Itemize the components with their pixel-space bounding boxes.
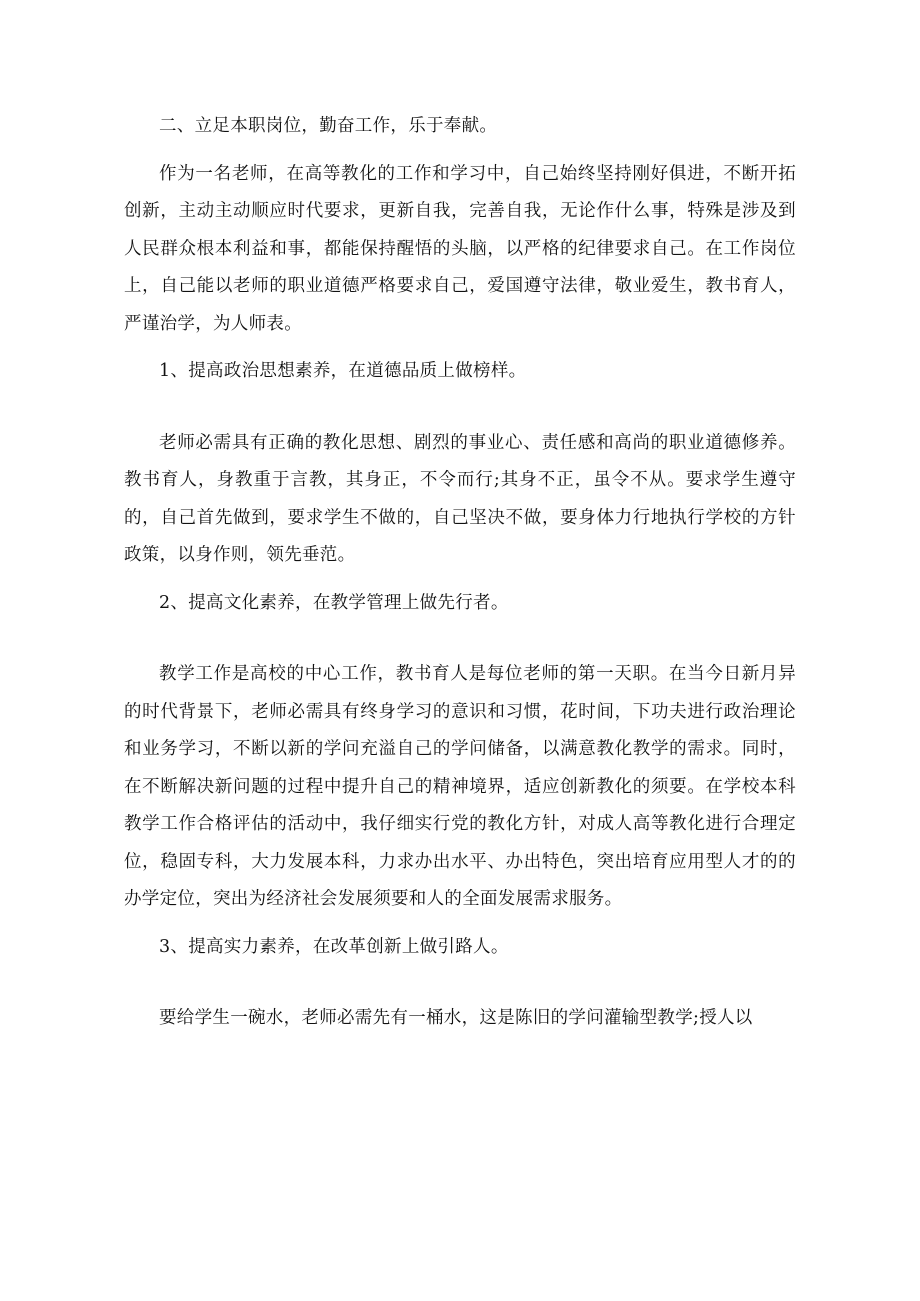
spacer (124, 966, 796, 1000)
item1-heading: 1、提高政治思想素养，在道德品质上做榜样。 (159, 361, 527, 381)
spacer (124, 343, 796, 353)
item3-heading: 3、提高实力素养，在改革创新上做引路人。 (159, 936, 509, 957)
item2-paragraph: 教学工作是高校的中心工作，教书育人是每位老师的第一天职。在当今日新月异的时代背景下，老师必需具有终身学习的意识和习惯，花时间，下功夫进行政治理论和业务学习，不断以新的学问充溢自己的学问储备，以满意教化教学的需求。同时，在不断解决新问题的过程中提升自己的精神境界，适应创新教化的须要。在学校本科教学工作合格评估的活动中，我仔细实行党的教化方针，对成人高等教化进行合理定位，稳固专科，大力发展本科，力求办出水平、办出特色，突出培育应用型人才的的办学定位，突出为经济社会发展须要和人的全面发展需求服务。 (124, 664, 796, 909)
document-body (124, 108, 796, 1038)
spacer (124, 391, 796, 425)
item1-paragraph: 老师必需具有正确的教化思想、剧烈的事业心、责任感和高尚的职业道德修养。教书育人，身教重于言教，其身正，不令而行;其身不正，虽令不从。要求学生遵守的，自己首先做到，要求学生不做的，自己坚决不做，要身体力行地执行学校的方针政策，以身作则，领先垂范。 (124, 432, 796, 565)
item3-paragraph: 要给学生一碗水，老师必需先有一桶水，这是陈旧的学问灌输型教学;授人以 (159, 1008, 753, 1028)
spacer (124, 919, 796, 929)
spacer (124, 575, 796, 585)
section-title: 二、立足本职岗位，勤奋工作，乐于奉献。 (159, 116, 498, 136)
spacer (124, 622, 796, 656)
spacer (124, 146, 796, 156)
intro-paragraph: 作为一名老师，在高等教化的工作和学习中，自己始终坚持刚好俱进，不断开拓创新，主动主动顺应时代要求，更新自我，完善自我，无论作什么事，特殊是涉及到人民群众根本利益和事，都能保持醒悟的头脑，以严格的纪律要求自己。在工作岗位上，自己能以老师的职业道德严格要求自己，爱国遵守法律，敬业爱生，教书育人，严谨治学，为人师表。 (124, 163, 796, 334)
item2-heading: 2、提高文化素养，在教学管理上做先行者。 (159, 592, 509, 613)
